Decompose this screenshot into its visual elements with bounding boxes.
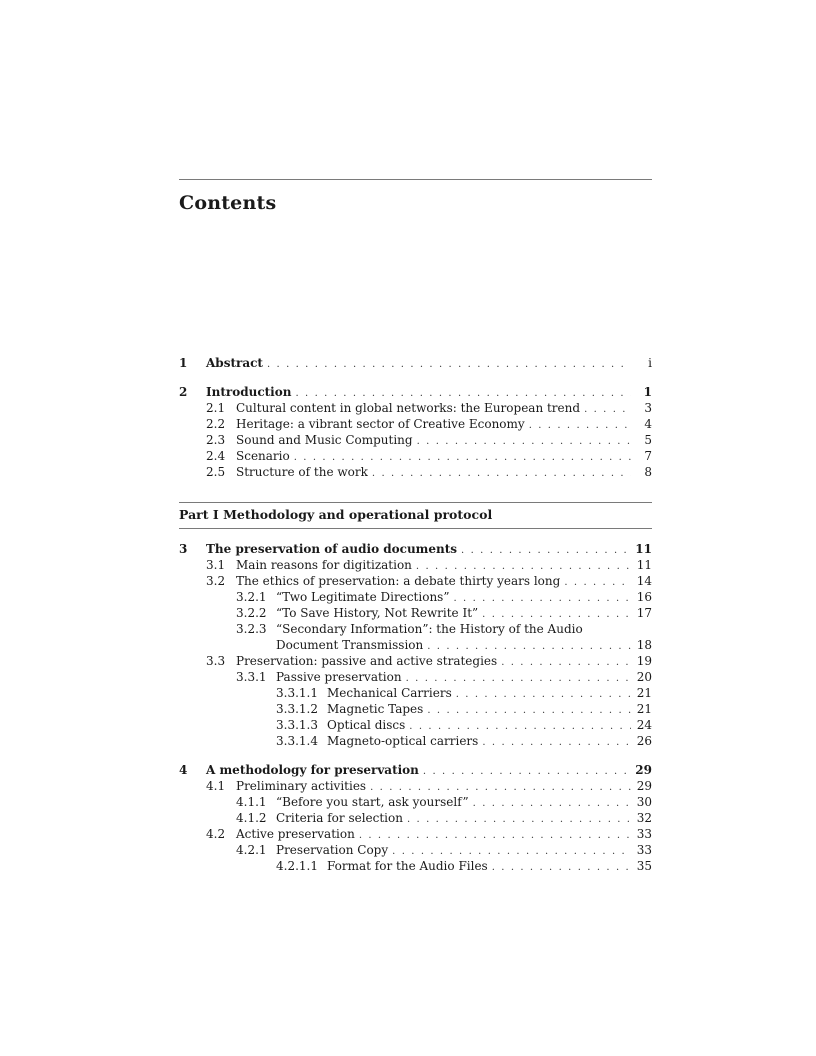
entry-title: A methodology for preservation [206, 763, 419, 777]
entry-number: 2 [179, 385, 188, 399]
entry-page: 7 [644, 449, 652, 463]
entry-page: 32 [636, 811, 652, 825]
entry-number: 2.3 [206, 433, 226, 447]
toc-entry-3-3-1-1[interactable] [179, 685, 652, 701]
toc-entry-2[interactable] [179, 384, 652, 400]
entry-page: 18 [636, 638, 652, 652]
entry-page: 33 [636, 827, 652, 841]
entry-page: i [648, 356, 652, 370]
toc-entry-4-2[interactable] [179, 826, 652, 842]
toc-entry-3-3-1-4[interactable] [179, 733, 652, 749]
toc-entry-4-1[interactable] [179, 778, 652, 794]
entry-page: 21 [636, 686, 652, 700]
entry-page: 20 [636, 670, 652, 684]
entry-number: 3.3.1.2 [276, 702, 318, 716]
entry-title: “Before you start, ask yourself” [276, 795, 469, 809]
entry-title: “Secondary Information”: the History of the Audio [276, 622, 583, 636]
entry-page: 3 [644, 401, 652, 415]
toc-entry-4[interactable] [179, 762, 652, 778]
entry-number: 3.2.3 [236, 622, 267, 636]
entry-number: 4 [179, 763, 188, 777]
entry-number: 2.4 [206, 449, 226, 463]
entry-title: Main reasons for digitization [236, 558, 412, 572]
entry-number: 2.1 [206, 401, 226, 415]
entry-number: 4.2.1.1 [276, 859, 318, 873]
dot-leader [482, 735, 631, 751]
entry-page: 16 [636, 590, 652, 604]
toc-entry-3-2-1[interactable] [179, 589, 652, 605]
entry-number: 3.3.1.3 [276, 718, 318, 732]
entry-page: 17 [636, 606, 652, 620]
entry-page: 4 [644, 417, 652, 431]
toc-entry-4-2-1[interactable] [179, 842, 652, 858]
toc-entry-3-3-1-3[interactable] [179, 717, 652, 733]
entry-title: Structure of the work [236, 465, 368, 479]
entry-page: 11 [636, 558, 652, 572]
entry-page: 21 [636, 702, 652, 716]
toc-entry-3-2-2[interactable] [179, 605, 652, 621]
toc-entry-2-3[interactable] [179, 432, 652, 448]
entry-title: “Two Legitimate Directions” [276, 590, 450, 604]
entry-title: The preservation of audio documents [206, 542, 458, 556]
entry-title: Format for the Audio Files [327, 859, 488, 873]
entry-number: 3.2.1 [236, 590, 267, 604]
entry-page: 24 [636, 718, 652, 732]
toc-entry-4-1-1[interactable] [179, 794, 652, 810]
entry-title: Abstract [206, 356, 263, 370]
toc-entry-3-2-3-continued[interactable] [179, 637, 652, 653]
part-title[interactable]: Part I Methodology and operational protocol [179, 507, 493, 522]
entry-number: 3.3.1.4 [276, 734, 318, 748]
toc-entry-2-5[interactable] [179, 464, 652, 480]
entry-title: “To Save History, Not Rewrite It” [276, 606, 479, 620]
toc-entry-1[interactable] [179, 355, 652, 371]
entry-number: 3.3.1.1 [276, 686, 318, 700]
toc-entry-3-3[interactable] [179, 653, 652, 669]
entry-title: The ethics of preservation: a debate thirty years long [236, 574, 561, 588]
entry-title: Introduction [206, 385, 292, 399]
entry-title: Preliminary activities [236, 779, 367, 793]
toc-entry-2-4[interactable] [179, 448, 652, 464]
entry-page: 30 [636, 795, 652, 809]
entry-number: 4.2.1 [236, 843, 267, 857]
entry-number: 4.1.1 [236, 795, 267, 809]
entry-page: 11 [635, 542, 652, 556]
entry-number: 3.2.2 [236, 606, 267, 620]
entry-title: Heritage: a vibrant sector of Creative Economy [236, 417, 525, 431]
entry-title: Criteria for selection [276, 811, 403, 825]
entry-title: Preservation: passive and active strategies [236, 654, 498, 668]
entry-number: 4.1.2 [236, 811, 267, 825]
toc-entry-3[interactable] [179, 541, 652, 557]
entry-number: 2.5 [206, 465, 226, 479]
entry-title: Magneto-optical carriers [327, 734, 479, 748]
entry-number: 4.2 [206, 827, 226, 841]
entry-page: 8 [644, 465, 652, 479]
entry-number: 3.3 [206, 654, 226, 668]
header-rule [179, 179, 652, 180]
dot-leader [267, 357, 631, 373]
toc-entry-4-2-1-1[interactable] [179, 858, 652, 874]
entry-title: Magnetic Tapes [327, 702, 424, 716]
entry-title: Passive preservation [276, 670, 402, 684]
entry-page: 26 [636, 734, 652, 748]
toc-entry-4-1-2[interactable] [179, 810, 652, 826]
entry-page: 1 [643, 385, 652, 399]
entry-page: 19 [636, 654, 652, 668]
entry-number: 3.2 [206, 574, 226, 588]
entry-page: 5 [644, 433, 652, 447]
entry-title: Sound and Music Computing [236, 433, 413, 447]
entry-title: Cultural content in global networks: the European trend [236, 401, 581, 415]
toc-page [179, 0, 652, 1056]
part-rule-top [179, 502, 652, 503]
entry-number: 3.1 [206, 558, 226, 572]
dot-leader [372, 466, 631, 482]
entry-page: 14 [636, 574, 652, 588]
entry-title: Scenario [236, 449, 290, 463]
entry-number: 2.2 [206, 417, 226, 431]
toc-entry-3-2[interactable] [179, 573, 652, 589]
entry-number: 1 [179, 356, 188, 370]
entry-number: 3 [179, 542, 188, 556]
part-rule-bottom [179, 528, 652, 529]
entry-page: 33 [636, 843, 652, 857]
toc-entry-2-2[interactable] [179, 416, 652, 432]
entry-page: 35 [636, 859, 652, 873]
entry-title: Document Transmission [276, 638, 424, 652]
entry-page: 29 [635, 763, 652, 777]
page-title: Contents [179, 192, 277, 214]
toc-entry-3-3-1-2[interactable] [179, 701, 652, 717]
entry-title: Active preservation [236, 827, 355, 841]
entry-title: Optical discs [327, 718, 406, 732]
toc-entry-3-2-3[interactable] [179, 621, 652, 637]
toc-entry-2-1[interactable] [179, 400, 652, 416]
toc-entry-3-3-1[interactable] [179, 669, 652, 685]
toc-entry-3-1[interactable] [179, 557, 652, 573]
entry-number: 4.1 [206, 779, 226, 793]
dot-leader [492, 860, 631, 876]
entry-title: Mechanical Carriers [327, 686, 452, 700]
entry-number: 3.3.1 [236, 670, 267, 684]
entry-page: 29 [636, 779, 652, 793]
entry-title: Preservation Copy [276, 843, 389, 857]
